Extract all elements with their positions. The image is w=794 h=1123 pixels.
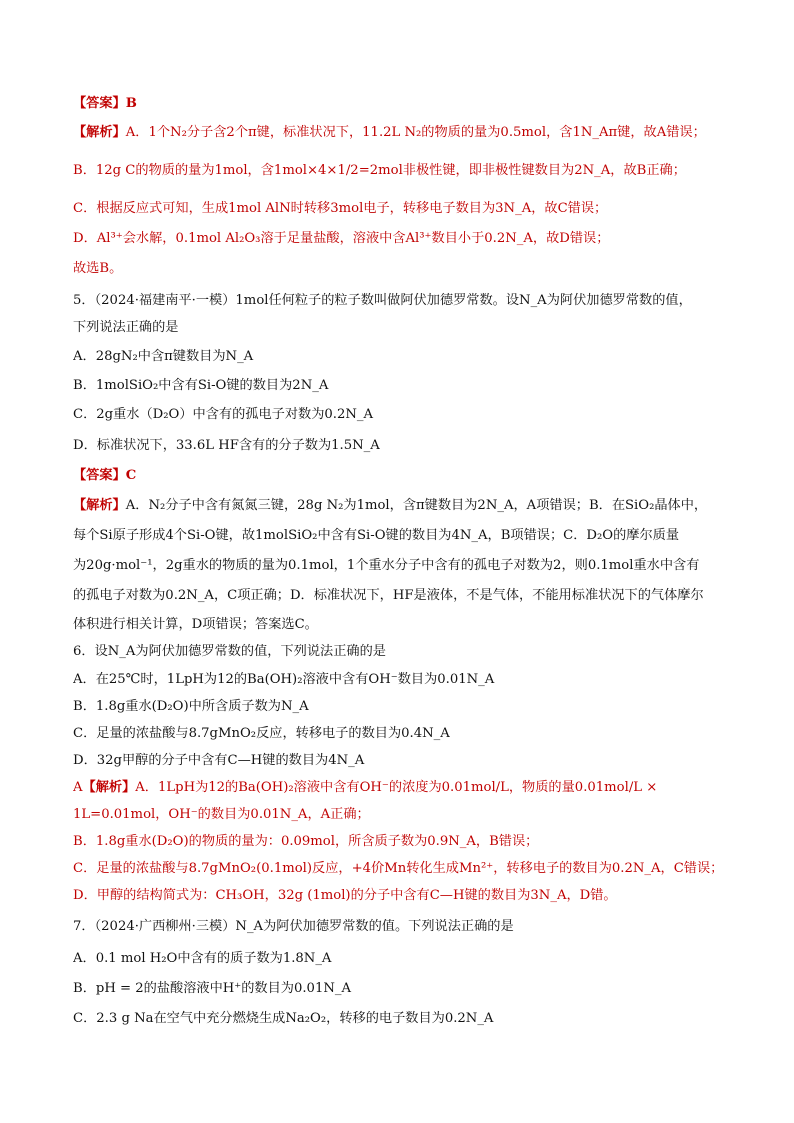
q5-stem-line-2: 下列说法正确的是	[73, 320, 179, 335]
q6-analysis-line-1	[73, 778, 733, 798]
q4-analysis-line-c: C．根据反应式可知，生成1mol AlN时转移3mol电子，转移电子数目为3N_A，故C错误；	[73, 201, 608, 216]
analysis-tag: 【解析】	[73, 498, 126, 513]
q5-answer	[73, 466, 733, 486]
q4-analysis-line-b: B．12g C的物质的量为1mol，含1mol×4×1/2=2mol非极性键，即非极性键数目为2N_A，故B正确；	[73, 163, 686, 178]
q6-analysis-line-2: 1L=0.01mol，OH⁻的数目为0.01N_A，A正确；	[73, 807, 370, 822]
q5-option-a: A．28gN₂中含π键数目为N_A	[73, 349, 254, 364]
q5-option-b: B．1molSiO₂中含有Si-O键的数目为2N_A	[73, 378, 329, 393]
answer-tag: 【答案】	[73, 468, 126, 483]
q5-analysis-line-4: 的孤电子对数为0.2N_A，C项正确；D．标准状况下，HF是液体，不是气体，不能用标准状况下的气体摩尔	[73, 588, 704, 603]
q5-analysis-line-1	[73, 496, 733, 516]
q6-analysis-line-4: C．足量的浓盐酸与8.7gMnO₂(0.1mol)反应，+4价Mn转化生成Mn²⁺，转移电子的数目为0.2N_A，C错误；	[73, 861, 724, 876]
q5-stem-line-1: 5．（2024·福建南平·一模）1mol任何粒子的粒子数叫做阿伏加德罗常数。设N_A为阿伏加德罗常数的值，	[73, 293, 692, 308]
q6-analysis-line-3: B．1.8g重水(D₂O)的物质的量为：0.09mol，所含质子数为0.9N_A，B错误；	[73, 834, 539, 849]
q4-analysis-line-a	[73, 123, 733, 143]
q5-analysis-line-3: 为20g·mol⁻¹，2g重水的物质的量为0.1mol，1个重水分子中含有的孤电子对数为2，则0.1mol重水中含有	[73, 558, 700, 573]
q6-option-b: B．1.8g重水(D₂O)中所含质子数为N_A	[73, 699, 309, 714]
answer-tag: 【答案】	[73, 96, 126, 111]
answer-value: C	[125, 468, 137, 483]
q7-option-b: B．pH = 2的盐酸溶液中H⁺的数目为0.01N_A	[73, 981, 351, 996]
q6-option-c: C．足量的浓盐酸与8.7gMnO₂反应，转移电子的数目为0.4N_A	[73, 726, 450, 741]
q7-option-a: A．0.1 mol H₂O中含有的质子数为1.8N_A	[73, 951, 332, 966]
q6-analysis-line-5: D．甲醇的结构简式为：CH₃OH，32g (1mol)的分子中含有C—H键的数目为3N_A，D错。	[73, 888, 617, 903]
q6-option-d: D．32g甲醇的分子中含有C—H键的数目为4N_A	[73, 753, 365, 768]
analysis-tag: 【解析】	[82, 780, 136, 795]
q6-stem: 6．设N_A为阿伏加德罗常数的值，下列说法正确的是	[73, 644, 386, 659]
q5-option-c: C．2g重水（D₂O）中含有的孤电子对数为0.2N_A	[73, 407, 374, 422]
analysis-text: A．N₂分子中含有氮氮三键，28g N₂为1mol，含π键数目为2N_A，A项错误；B．在SiO₂晶体中，	[125, 498, 708, 513]
q4-conclusion: 故选B。	[73, 261, 123, 276]
analysis-text: A．1LpH为12的Ba(OH)₂溶液中含有OH⁻的浓度为0.01mol/L，物质的量0.01mol/L ×	[135, 780, 658, 795]
q5-analysis-line-2: 每个Si原子形成4个Si-O键，故1molSiO₂中含有Si-O键的数目为4N_A，B项错误；C．D₂O的摩尔质量	[73, 528, 680, 543]
analysis-tag: 【解析】	[73, 125, 126, 140]
q7-stem: 7．（2024·广西柳州·三模）N_A为阿伏加德罗常数的值。下列说法正确的是	[73, 919, 514, 934]
q4-analysis-line-d: D．Al³⁺会水解，0.1mol Al₂O₃溶于足量盐酸，溶液中含Al³⁺数目小于0.2N_A，故D错误；	[73, 231, 610, 246]
q5-analysis-line-5: 体积进行相关计算，D项错误；答案选C。	[73, 617, 318, 632]
analysis-text: A．1个N₂分子含2个π键，标准状况下，11.2L N₂的物质的量为0.5mol，含1N_Aπ键，故A错误；	[125, 125, 706, 140]
q5-option-d: D．标准状况下，33.6L HF含有的分子数为1.5N_A	[73, 438, 380, 453]
q4-answer	[73, 94, 733, 114]
answer-value: B	[125, 96, 137, 111]
answer-value: A	[73, 780, 83, 795]
q7-option-c: C．2.3 g Na在空气中充分燃烧生成Na₂O₂，转移的电子数目为0.2N_A	[73, 1011, 494, 1026]
q6-option-a: A．在25℃时，1LpH为12的Ba(OH)₂溶液中含有OH⁻数目为0.01N_A	[73, 672, 495, 687]
